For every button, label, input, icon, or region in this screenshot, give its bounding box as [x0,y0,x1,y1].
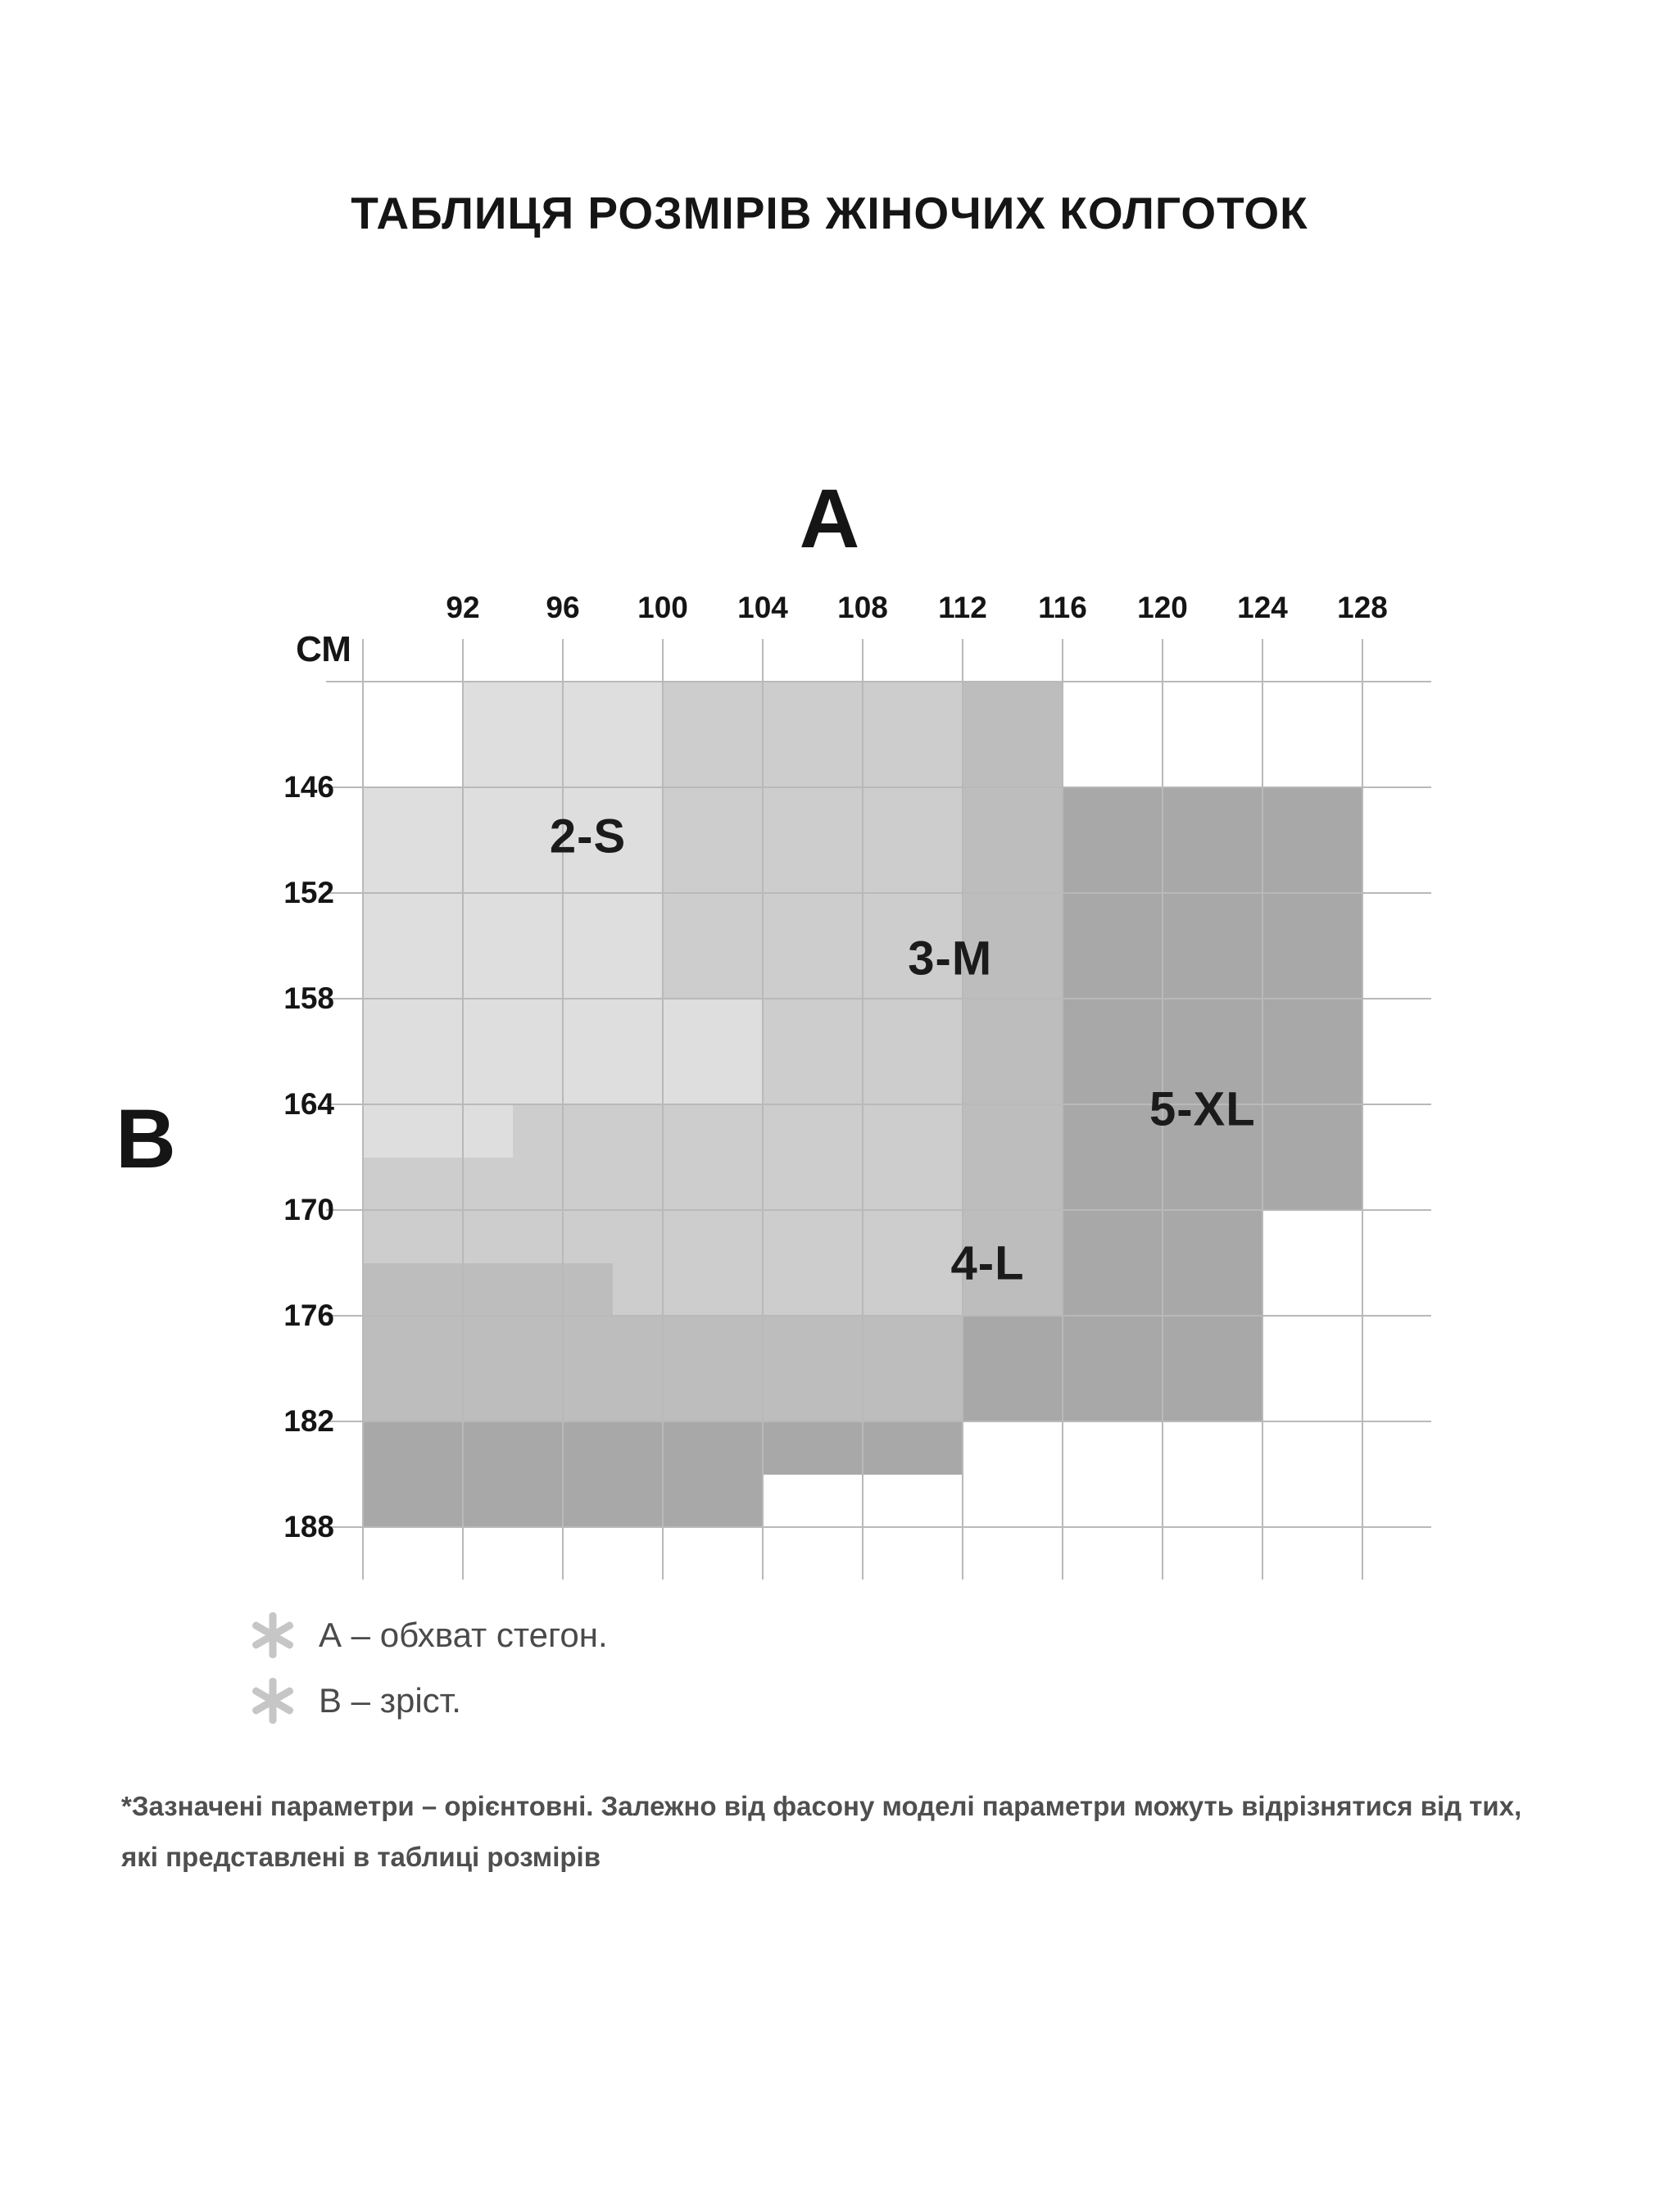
gridline-horizontal [326,892,1431,894]
page-title: ТАБЛИЦЯ РОЗМІРІВ ЖІНОЧИХ КОЛГОТОК [351,188,1308,238]
gridline-vertical [762,639,764,1580]
gridline-vertical [662,639,664,1580]
x-tick-label: 120 [1137,591,1188,624]
gridline-vertical [462,639,464,1580]
x-tick-label: 100 [637,591,688,624]
x-tick-label: 116 [1038,591,1087,624]
gridline-vertical [362,639,364,1580]
y-tick-label: 170 [283,1193,334,1226]
zone-2-s [363,1104,513,1158]
gridline-horizontal [326,681,1431,682]
x-tick-label: 96 [546,591,580,624]
legend-item-a [250,1611,608,1660]
y-tick-label: 188 [283,1510,334,1543]
y-tick-label: 146 [283,770,334,804]
zone-5-xl [963,1316,1262,1421]
gridline-vertical [1062,639,1063,1580]
x-tick-label: 128 [1337,591,1388,624]
y-tick-label: 164 [283,1087,334,1121]
x-tick-label: 108 [837,591,888,624]
gridline-horizontal [326,998,1431,999]
y-tick-label: 158 [283,981,334,1015]
snowflake-asterisk-icon [250,1678,296,1724]
gridline-horizontal [326,1315,1431,1317]
zone-label-3-m: 3-M [908,931,993,986]
gridline-horizontal [326,1526,1431,1528]
gridline-vertical [862,639,863,1580]
cm-unit-label: СМ [296,629,351,669]
y-tick-label: 182 [283,1404,334,1438]
zone-3-m [513,1104,963,1158]
legend-item-b [250,1676,461,1725]
y-tick-label: 152 [283,876,334,909]
gridline-horizontal [326,1104,1431,1105]
footnote-line-1: *Зазначені параметри – орієнтовні. Залежно від фасону моделі параметри можуть відрізнятися від тих, [121,1791,1522,1821]
footnote-line-2: які представлені в таблиці розмірів [121,1842,601,1872]
x-tick-label: 112 [938,591,987,624]
gridline-vertical [1262,639,1263,1580]
gridline-vertical [962,639,963,1580]
a-axis-label: А [799,472,860,565]
gridline-vertical [1362,639,1363,1580]
gridline-horizontal [326,786,1431,788]
x-tick-label: 124 [1237,591,1288,624]
zone-label-5-xl: 5-XL [1149,1082,1256,1136]
snowflake-asterisk-icon [250,1612,296,1658]
x-tick-label: 104 [737,591,788,624]
legend-item-label: В – зріст. [319,1681,461,1720]
b-axis-label: В [116,1092,176,1185]
zone-3-m [613,1263,963,1317]
zone-4-l [363,1263,613,1317]
x-tick-label: 92 [446,591,480,624]
gridline-horizontal [326,1421,1431,1422]
zone-label-2-s: 2-S [549,809,627,863]
zone-label-4-l: 4-L [950,1236,1025,1290]
legend-item-label: А – обхват стегон. [319,1616,608,1654]
gridline-horizontal [326,1209,1431,1211]
gridline-vertical [562,639,564,1580]
y-tick-label: 176 [283,1299,334,1332]
